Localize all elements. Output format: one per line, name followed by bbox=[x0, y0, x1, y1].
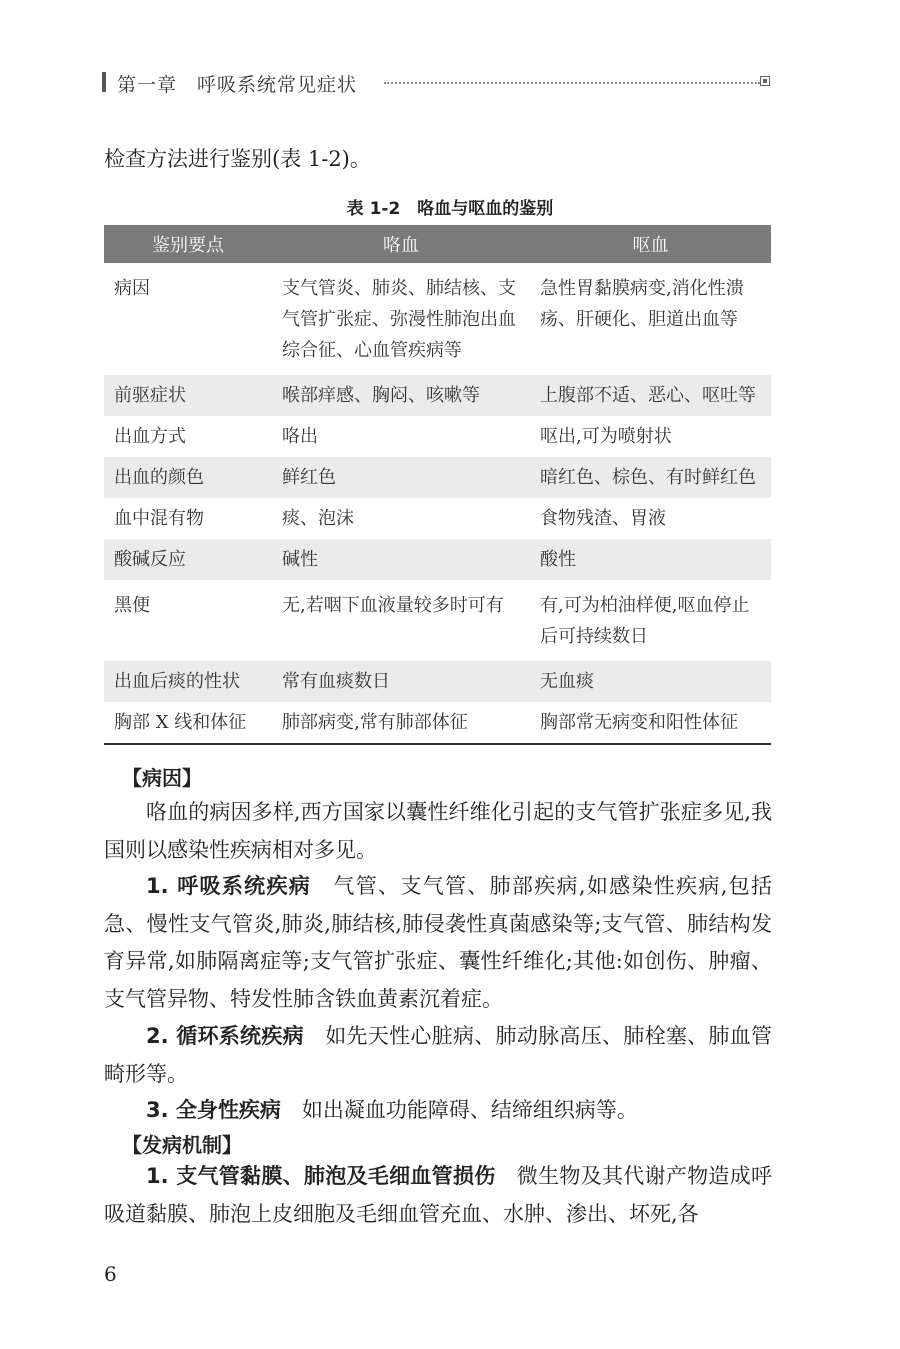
column-header: 咯血 bbox=[272, 225, 530, 263]
header-bar bbox=[102, 72, 106, 92]
comparison-table bbox=[104, 225, 771, 745]
table-caption: 表 1-2 咯血与呕血的鉴别 bbox=[346, 199, 554, 219]
table-cell: 喉部痒感、胸闷、咳嗽等 bbox=[272, 375, 530, 416]
column-header: 呕血 bbox=[530, 225, 771, 263]
item-lead: 2. 循环系统疾病 bbox=[146, 1024, 304, 1048]
mechanism-item-1 bbox=[104, 1158, 772, 1233]
table-cell: 胸部 X 线和体征 bbox=[104, 702, 272, 744]
etiology-heading: 【病因】 bbox=[122, 766, 202, 790]
table-cell: 常有血痰数日 bbox=[272, 661, 530, 702]
table-cell: 鲜红色 bbox=[272, 457, 530, 498]
etiology-item-3 bbox=[104, 1092, 772, 1130]
table-cell: 出血的颜色 bbox=[104, 457, 272, 498]
table-cell: 出血后痰的性状 bbox=[104, 661, 272, 702]
table-row bbox=[104, 661, 771, 702]
table-row bbox=[104, 539, 771, 580]
item-text: 如先天性心脏病、肺动脉高压、肺栓塞、肺血管畸形等。 bbox=[104, 1024, 773, 1086]
etiology-item-1 bbox=[104, 868, 772, 1018]
item-text: 微生物及其代谢产物造成呼吸道黏膜、肺泡上皮细胞及毛细血管充血、水肿、渗出、坏死,各 bbox=[104, 1164, 773, 1226]
table-row bbox=[104, 263, 771, 375]
table-cell: 支气管炎、肺炎、肺结核、支气管扩张症、弥漫性肺泡出血综合征、心血管疾病等 bbox=[282, 278, 516, 361]
table-header-row bbox=[104, 225, 771, 263]
item-lead: 1. 支气管黏膜、肺泡及毛细血管损伤 bbox=[146, 1164, 496, 1188]
table-row bbox=[104, 498, 771, 539]
header-square-icon bbox=[760, 76, 770, 86]
table-cell: 急性胃黏膜病变,消化性溃疡、肝硬化、胆道出血等 bbox=[540, 278, 744, 330]
table-row bbox=[104, 580, 771, 661]
table-cell: 有,可为柏油样便,呕血停止后可持续数日 bbox=[540, 595, 750, 647]
etiology-item-2 bbox=[104, 1018, 772, 1093]
page-number: 6 bbox=[104, 1262, 117, 1286]
table-cell: 肺部病变,常有肺部体征 bbox=[272, 702, 530, 744]
item-lead: 1. 呼吸系统疾病 bbox=[146, 874, 312, 898]
table-cell: 血中混有物 bbox=[114, 508, 204, 529]
table-cell: 咯出 bbox=[282, 426, 318, 447]
table-cell: 无,若咽下血液量较多时可有 bbox=[282, 595, 504, 616]
table-cell: 暗红色、棕色、有时鲜红色 bbox=[530, 457, 771, 498]
item-text: 气管、支气管、肺部疾病,如感染性疾病,包括急、慢性支气管炎,肺炎,肺结核,肺侵袭性真菌感染等;支气管、肺结构发育异常,如肺隔离症等;支气管扩张症、囊性纤维化;其他:如创伤、肿瘤、支气管异物、特发性肺含铁血黄素沉着症。 bbox=[104, 874, 772, 1011]
item-text: 如出凝血功能障碍、结缔组织病等。 bbox=[301, 1098, 638, 1122]
table-row bbox=[104, 375, 771, 416]
header-dotted-rule bbox=[384, 82, 760, 84]
table-row bbox=[104, 457, 771, 498]
table-row bbox=[104, 702, 771, 744]
table-cell: 病因 bbox=[114, 278, 150, 299]
table-cell: 酸碱反应 bbox=[104, 539, 272, 580]
table-cell: 前驱症状 bbox=[104, 375, 272, 416]
column-header: 鉴别要点 bbox=[104, 225, 272, 263]
chapter-title: 第一章 呼吸系统常见症状 bbox=[117, 74, 358, 96]
table-row bbox=[104, 416, 771, 457]
table-cell: 出血方式 bbox=[114, 426, 186, 447]
table-cell: 无血痰 bbox=[530, 661, 771, 702]
table-cell: 胸部常无病变和阳性体征 bbox=[530, 702, 771, 744]
etiology-intro-paragraph: 咯血的病因多样,西方国家以囊性纤维化引起的支气管扩张症多见,我国则以感染性疾病相对多见。 bbox=[104, 800, 772, 862]
item-lead: 3. 全身性疾病 bbox=[146, 1098, 281, 1122]
table-cell: 碱性 bbox=[272, 539, 530, 580]
table-cell: 呕出,可为喷射状 bbox=[540, 426, 672, 447]
intro-line: 检查方法进行鉴别(表 1-2)。 bbox=[104, 147, 371, 171]
table-cell: 食物残渣、胃液 bbox=[540, 508, 666, 529]
table-cell: 酸性 bbox=[530, 539, 771, 580]
running-header bbox=[102, 70, 770, 96]
table-cell: 痰、泡沫 bbox=[282, 508, 354, 529]
table-cell: 黑便 bbox=[114, 595, 150, 616]
mechanism-heading: 【发病机制】 bbox=[122, 1133, 242, 1157]
table-cell: 上腹部不适、恶心、呕吐等 bbox=[530, 375, 771, 416]
